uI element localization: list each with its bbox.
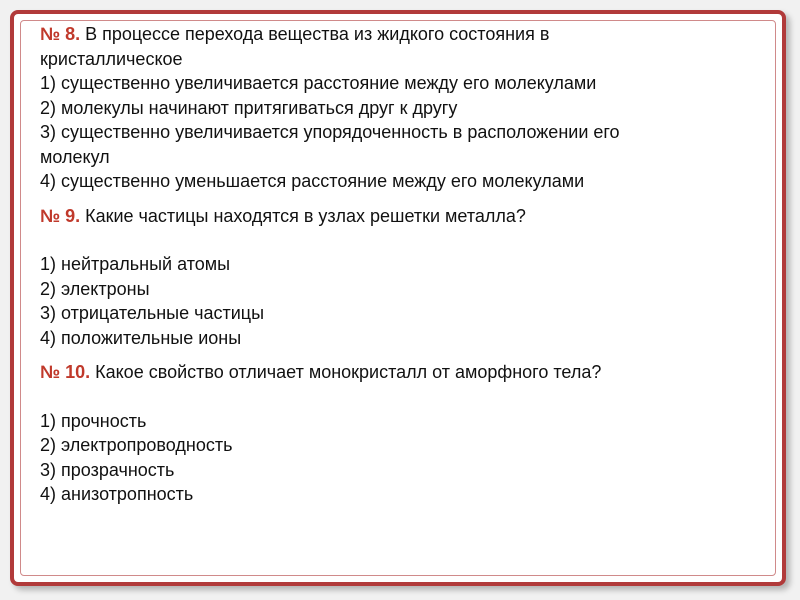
question-10-number: № 10. (40, 362, 91, 382)
question-9-option-4: 4) положительные ионы (40, 327, 242, 348)
question-9-line-1 (40, 204, 740, 229)
question-8-text-1: В процессе перехода вещества из жидкого состояния в (85, 24, 550, 44)
question-8-text-2: кристаллическое (40, 48, 183, 69)
question-10-option-2: 2) электропроводность (40, 435, 233, 455)
question-10-line-1 (40, 360, 740, 385)
question-10-option-1: 1) прочность (40, 410, 147, 431)
question-8-option-3-cont: молекул (40, 146, 110, 167)
question-9-option-1: 1) нейтральный атомы (40, 254, 231, 274)
question-10-options (40, 409, 740, 507)
question-8-option-1: 1) существенно увеличивается расстояние между его молекулами (40, 73, 597, 93)
question-9-option-2: 2) электроны (40, 278, 150, 299)
question-9-option-3: 3) отрицательные частицы (40, 303, 265, 323)
question-8-options (40, 71, 740, 194)
question-8-option-3: 3) существенно увеличивается упорядоченность в расположении его (40, 122, 620, 142)
question-10 (40, 360, 740, 507)
question-8-number: № 8. (40, 24, 81, 44)
slide-content (40, 22, 740, 507)
question-10-option-3: 3) прозрачность (40, 459, 175, 480)
question-9-options (40, 252, 740, 350)
question-9-number: № 9. (40, 205, 81, 226)
question-10-option-4: 4) анизотропность (40, 484, 194, 504)
question-8-line-1 (40, 22, 740, 47)
question-9 (40, 204, 740, 351)
question-8 (40, 22, 740, 194)
question-9-text: Какие частицы находятся в узлах решетки металла? (85, 205, 526, 226)
question-10-text: Какое свойство отличает монокристалл от аморфного тела? (95, 362, 602, 382)
question-8-option-2: 2) молекулы начинают притягиваться друг к другу (40, 97, 458, 118)
question-8-option-4: 4) существенно уменьшается расстояние между его молекулами (40, 171, 585, 191)
